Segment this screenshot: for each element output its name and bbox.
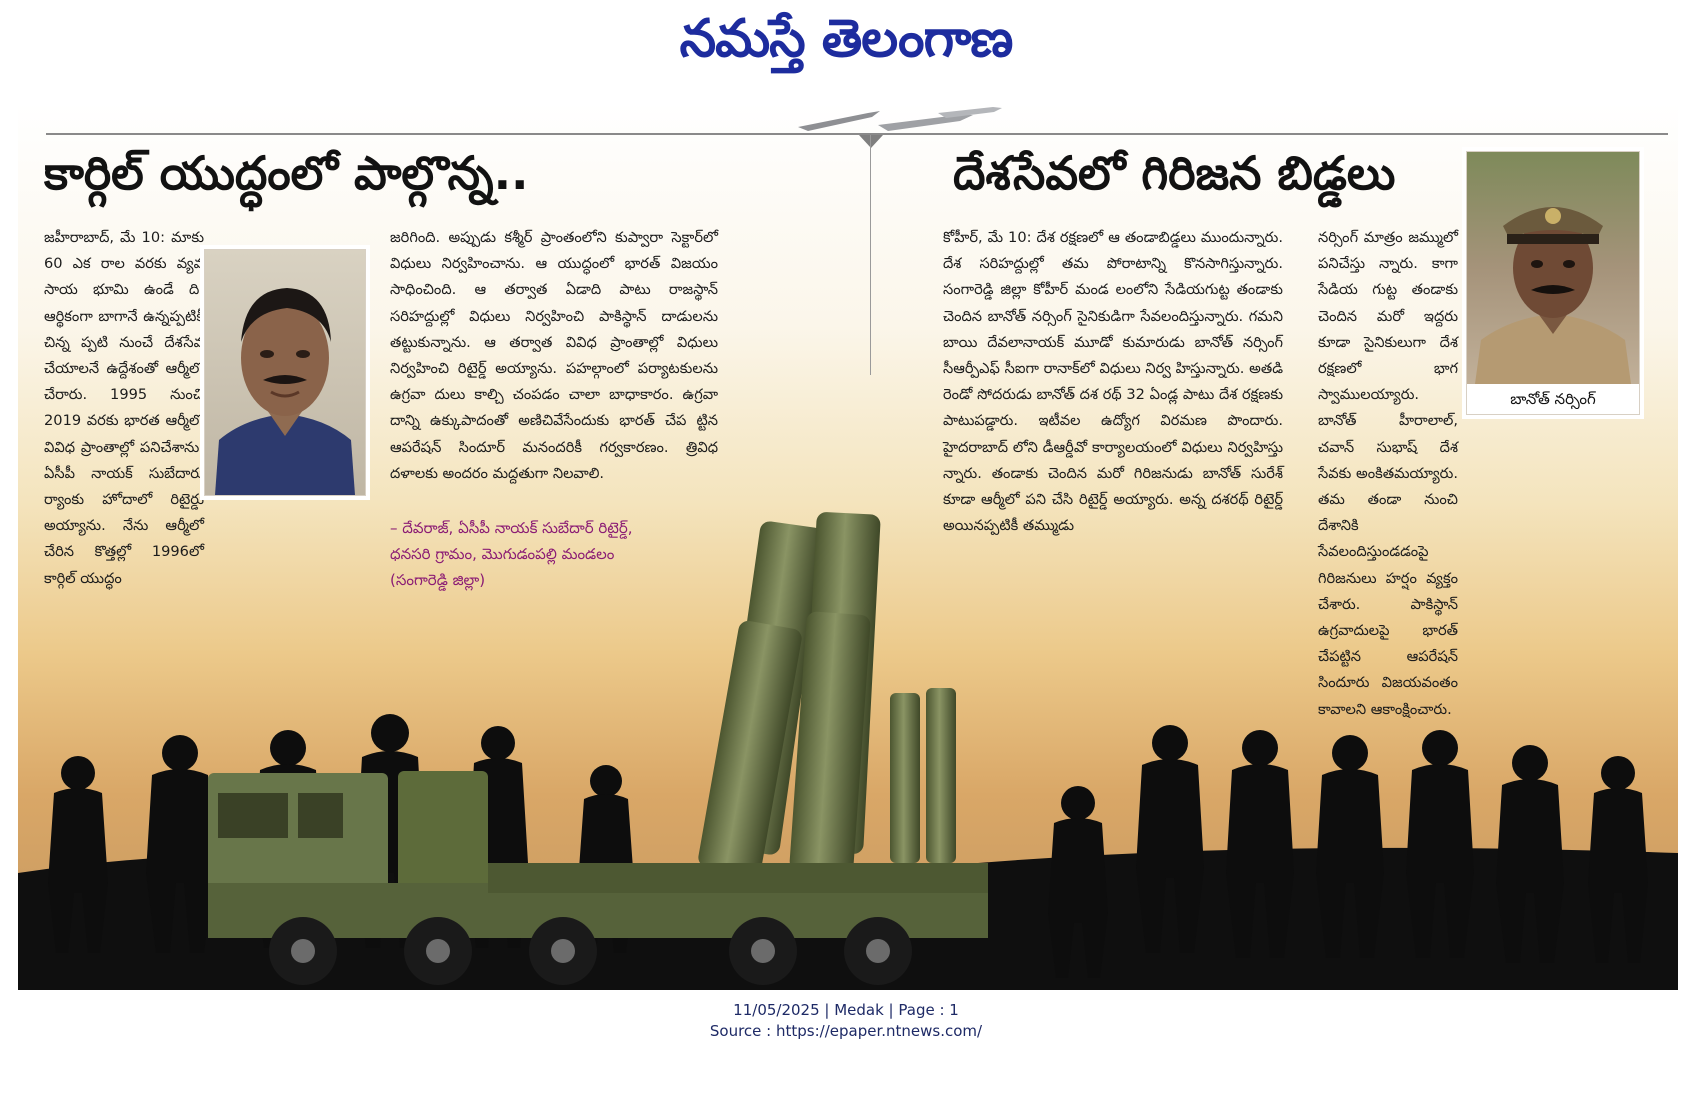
top-rule — [46, 133, 1668, 135]
right-headline: దేశసేవలో గిరిజన బిడ్డలు — [953, 146, 1396, 200]
left-headline: కార్గిల్ యుద్ధంలో పాల్గొన్న.. — [44, 146, 529, 200]
left-body-col2: జరిగింది. అప్పుడు కశ్మీర్ ప్రాంతంలోని కుప్వారా సెక్టార్‌లో విధులు నిర్వహించాను. ఆ యుద్ధంలో భారత్ విజయం సాధించింది. ఆ తర్వాత ఏడాది పాటు రాజస్థాన్ సరిహద్దుల్లో విధులు నిర్వహించి పాకిస్థాన్ దాడులను తట్టుకున్నాను. ఆ తర్వాత వివిధ ప్రాంతాల్లో విధులు నిర్వహించి రిటైర్డ్ అయ్యాను. పహల్గాంలో పర్యాటకులను ఉగ్రవా దులు కాల్చి చంపడం చాలా బాధాకారం. ఉగ్రవా దాన్ని ఉక్కుపాదంతో అణిచివేసేందుకు భారత్ చేప ట్టిన ఆపరేషన్ సిందూర్ మనందరికీ గర్వకారణం. త్రివిధ దళాలకు అందరం మద్దతుగా నిలవాలి. — [390, 229, 718, 482]
left-body-col1-top: జహీరాబాద్, మే 10: మాకు 60 ఎక రాల వరకు వ్యవ సాయ భూమి ఉండే ది. ఆర్థికంగా బాగానే ఉన్నప్పటికీ చిన్న ప్పటి నుంచే దేశసేవ చేయాలనే ఉద్దేశంతో ఆర్మీలో చేరారు. 1995 నుంచి 2019 వరకు భారత ఆర్మీలో వివిధ ప్రాంతాల్లో పనిచేశాను. ఏసీపీ నాయక్ సుబేదారు ర్యాంకు హోదాలో రిటైర్డు అయ్యాను. నేను ఆర్మీలో చేరిన కొత్తల్లో 1996లో కార్గిల్ యుద్ధం — [44, 229, 204, 587]
masthead-logo: నమస్తే తెలంగాణ — [679, 9, 1013, 69]
divider-pointer — [859, 135, 883, 148]
army-illustration — [18, 503, 1678, 990]
credit-district: (సంగారెడ్డి జిల్లా) — [390, 571, 486, 589]
footer-edition: 11/05/2025 | Medak | Page : 1 — [733, 1001, 959, 1019]
photo-caption: బానోత్ నర్సింగ్ — [1467, 384, 1639, 414]
right-body-col2-top: నర్సింగ్ మాత్రం జమ్ములో పనిచేస్తు న్నారు. కాగా సేడియ గుట్ట తండాకు చెందిన మరో ఇద్దరు కూడా సైనికులుగా దేశ రక్షణలో భాగ స్వాములయ్యారు. బానోత్ హీరాలాల్, చవాన్ సుభాష్ దేశ సేవకు అంకితమయ్యారు. తమ తండా నుంచి దేశానికి సేవలందిస్తుండడంపై గిరిజనులు హర్షం వ్యక్తం చేశారు. పాకిస్థాన్ ఉగ్రవాదులపై భారత్ చేపట్టిన ఆపరేషన్ సిందూరు విజయవంతం కావాలని ఆకాంక్షించారు. — [1318, 229, 1458, 718]
newspaper-page — [18, 103, 1678, 990]
footer-source: Source : https://epaper.ntnews.com/ — [709, 1022, 983, 1040]
credit-village: ధనసరి గ్రామం, మొగుడంపల్లి మండలం — [390, 545, 615, 563]
missile-graphic — [788, 103, 1008, 133]
right-photo — [1466, 151, 1640, 415]
right-body-col1: కోహీర్, మే 10: దేశ రక్షణలో ఆ తండాబిడ్డలు ముందున్నారు. దేశ సరిహద్దుల్లో తమ పోరాటాన్ని కొనసాగిస్తున్నారు. సంగారెడ్డి జిల్లా కోహీర్ మండ లంలోని సేడియగుట్ట తండాకు చెందిన బానోత్ నర్సింగ్ సైనికుడిగా సేవలందిస్తున్నారు. గమని బాయి దేవలానాయక్ మూడో కుమారుడు బానోత్ నర్సింగ్ సీఆర్పీఎఫ్ సీఐగా రానాక్‌లో విధులు నిర్వ హిస్తున్నారు. అతడి రెండో సోదరుడు బానోత్ దశ రథ్ 32 ఏండ్ల పాటు దేశ రక్షణకు పాటుపడ్డారు. ఇటీవల ఉద్యోగ విరమణ పొందారు. హైదరాబాద్ లోని డీఆర్డీవో కార్యాలయంలో విధులు నిర్వహిస్తు న్నారు. తండాకు చెందిన మరో గిరిజనుడు బానోత్ సురేశ్ కూడా ఆర్మీలో పని చేసి రిటైర్డ్ అయ్యారు. అన్న దశరథ్ రిటైర్డ్ అయినప్పటికీ తమ్ముడు — [943, 229, 1283, 535]
column-divider — [870, 135, 871, 375]
portrait-banoth-narsing — [1467, 152, 1639, 384]
credit-name: – దేవరాజ్, ఏసీపీ నాయక్ సుబేదార్ రిటైర్డ్, — [390, 519, 633, 537]
